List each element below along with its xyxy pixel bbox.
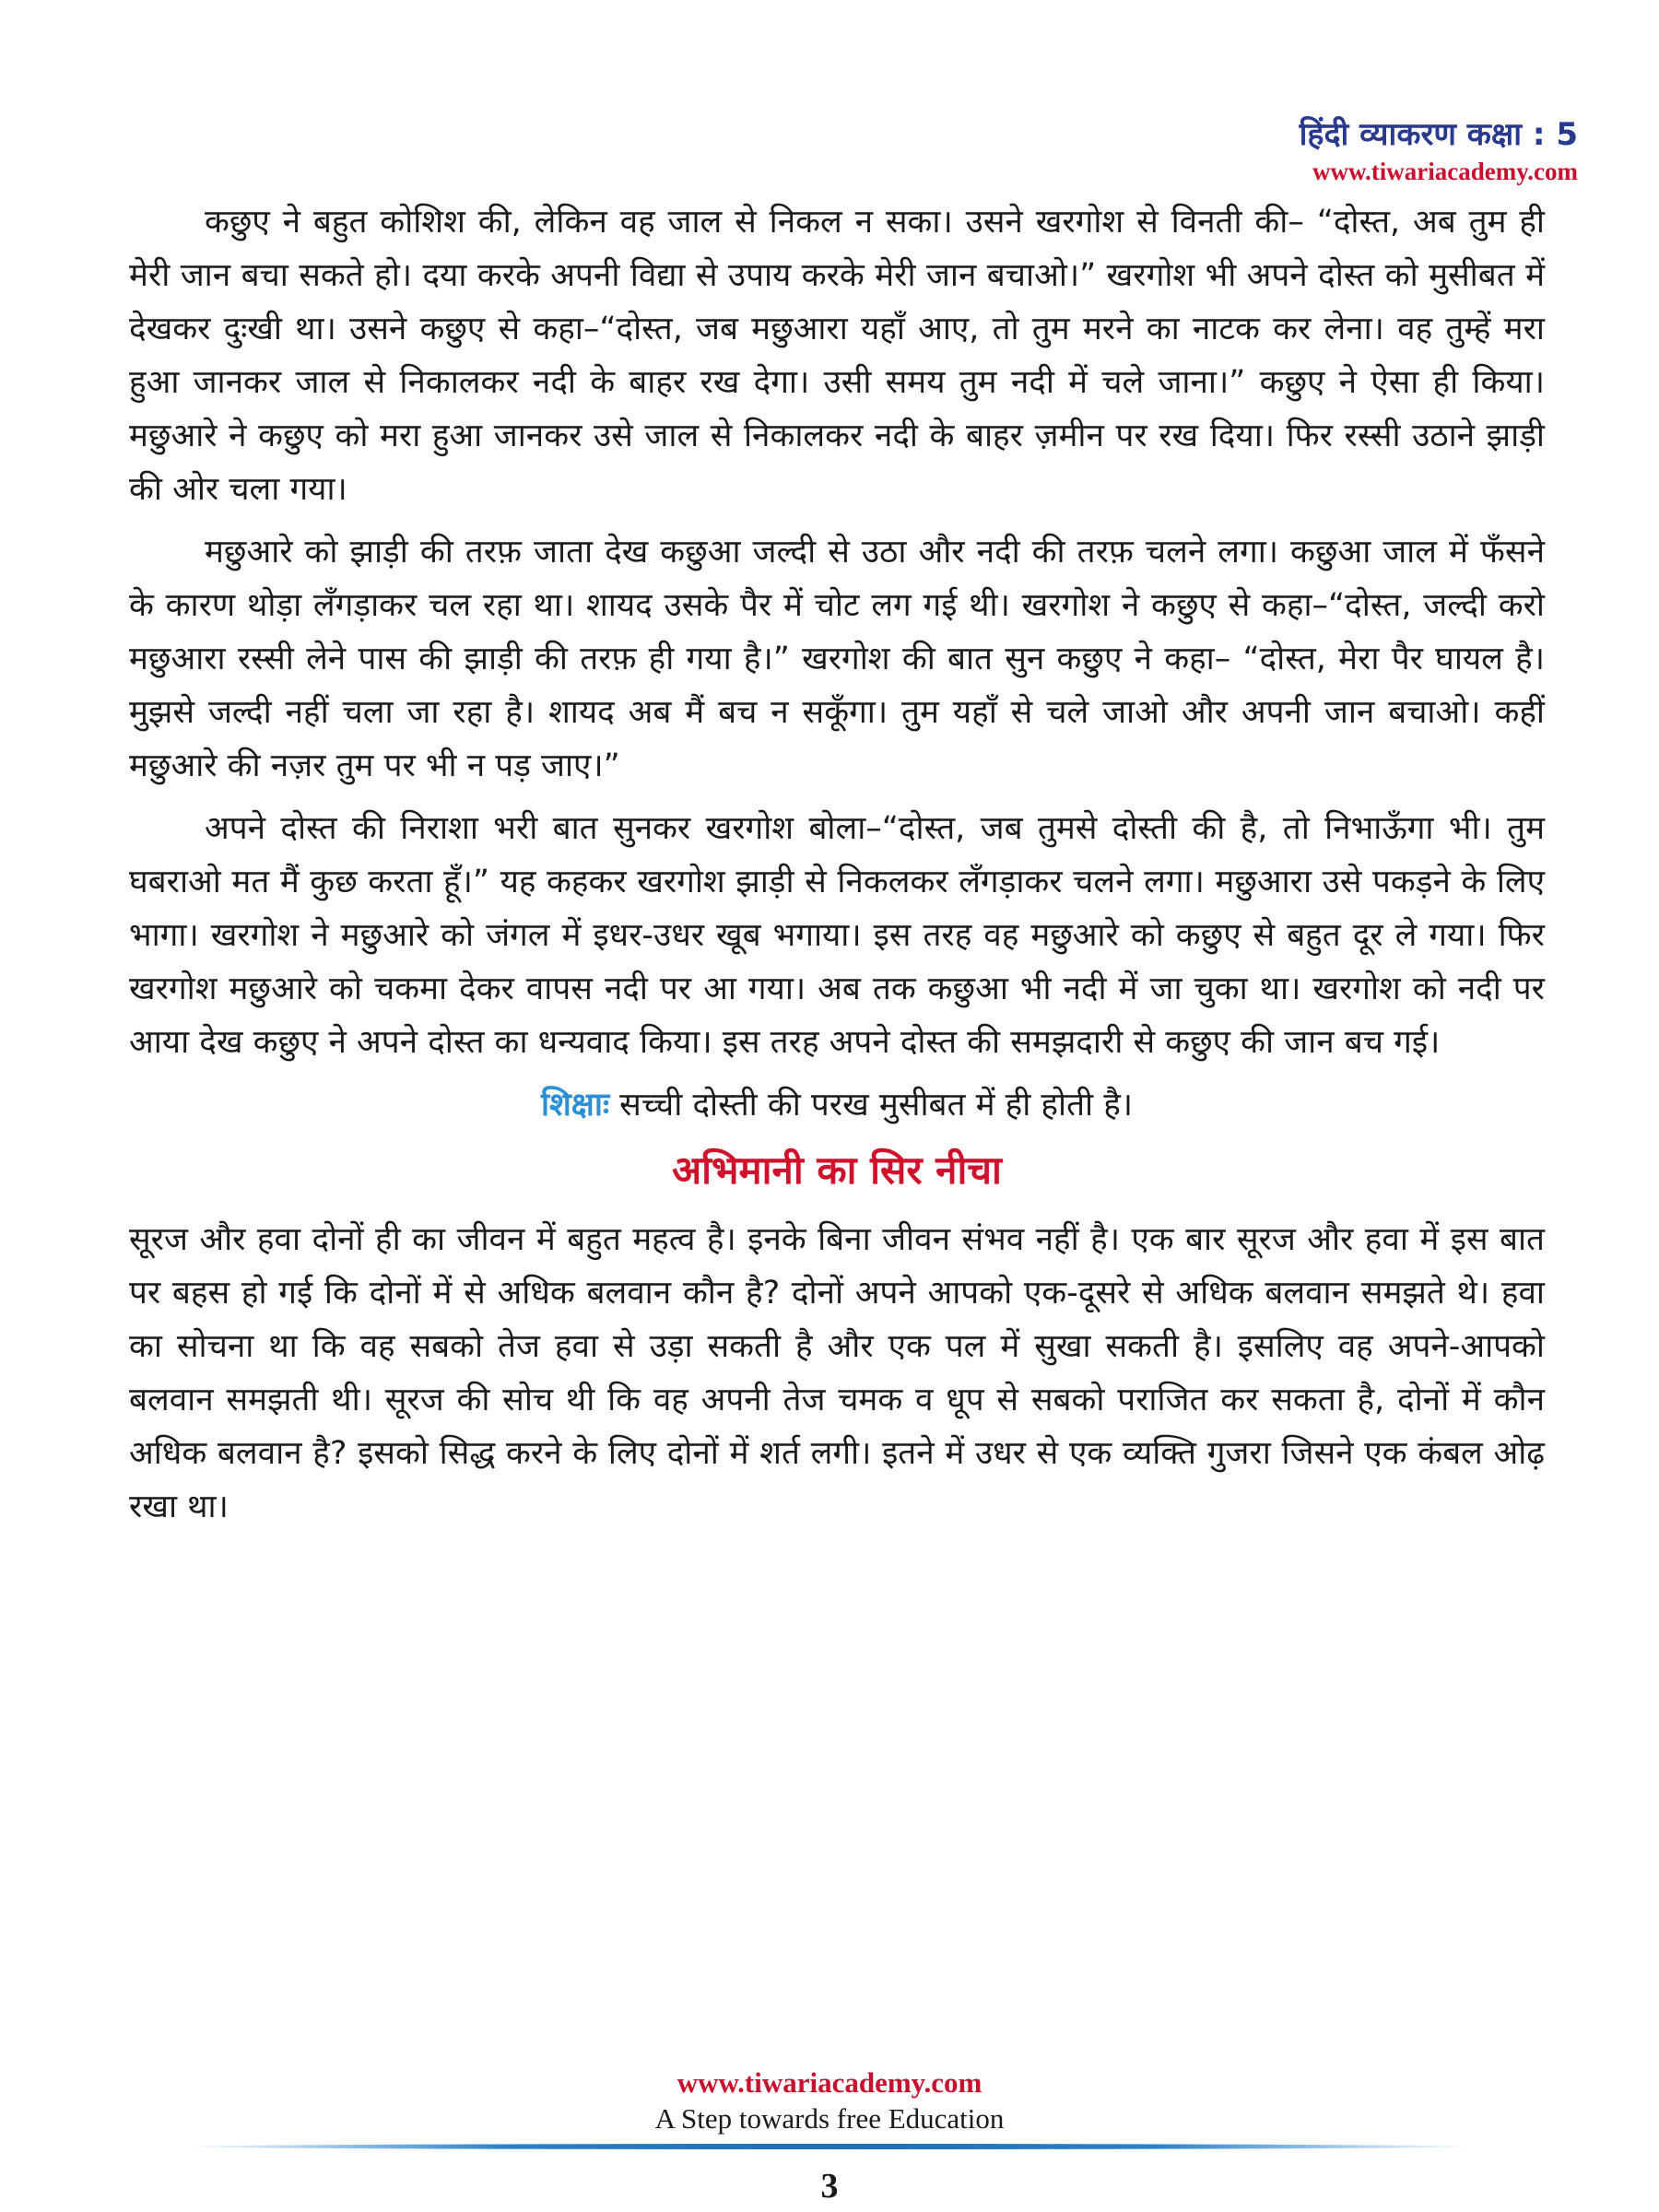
header-url[interactable]: www.tiwariacademy.com — [1312, 158, 1578, 185]
footer-tagline: A Step towards free Education — [654, 2102, 1005, 2135]
moral-text: सच्ची दोस्ती की परख मुसीबत में ही होती है। — [609, 1087, 1134, 1124]
moral-line — [129, 1078, 1545, 1132]
page-footer — [0, 2065, 1659, 2136]
moral-label: शिक्षाः — [540, 1087, 610, 1124]
story2-paragraph: सूरज और हवा दोनों ही का जीवन में बहुत महत्व है। इनके बिना जीवन संभव नहीं है। एक बार सूरज और हवा में इस बात पर बहस हो गई कि दोनों में से अधिक बलवान कौन है? दोनों अपने आपको एक-दूसरे से अधिक बलवान समझते थे। हवा का सोचना था कि वह सबको तेज हवा से उड़ा सकती है और एक पल में सुखा सकती है। इसलिए वह अपने-आपको बलवान समझती थी। सूरज की सोच थी कि वह अपनी तेज चमक व धूप से सबको पराजित कर सकता है, दोनों में कौन अधिक बलवान है? इसको सिद्ध करने के लिए दोनों में शर्त लगी। इतने में उधर से एक व्यक्ति गुजरा जिसने एक कंबल ओढ़ रखा था। — [129, 1221, 1545, 1525]
header-title: हिंदी व्याकरण कक्षा : 5 — [1299, 116, 1578, 153]
story-title: अभिमानी का सिर नीचा — [672, 1147, 1002, 1193]
footer-url[interactable]: www.tiwariacademy.com — [677, 2066, 982, 2099]
story1-paragraph-1: कछुए ने बहुत कोशिश की, लेकिन वह जाल से निकल न सका। उसने खरगोश से विनती की– “दोस्त, अब तुम ही मेरी जान बचा सकते हो। दया करके अपनी विद्या से उपाय करके मेरी जान बचाओ।” खरगोश भी अपने दोस्त को मुसीबत में देखकर दुःखी था। उसने कछुए से कहा–“दोस्त, जब मछुआरा यहाँ आए, तो तुम मरने का नाटक कर लेना। वह तुम्हें मरा हुआ जानकर जाल से निकालकर नदी के बाहर रख देगा। उसी समय तुम नदी में चले जाना।” कछुए ने ऐसा ही किया। मछुआरे ने कछुए को मरा हुआ जानकर उसे जाल से निकालकर नदी के बाहर ज़मीन पर रख दिया। फिर रस्सी उठाने झाड़ी की ओर चला गया। — [129, 204, 1545, 508]
story1-paragraph-2: मछुआरे को झाड़ी की तरफ़ जाता देख कछुआ जल्दी से उठा और नदी की तरफ़ चलने लगा। कछुआ जाल में फँसने के कारण थोड़ा लँगड़ाकर चल रहा था। शायद उसके पैर में चोट लग गई थी। खरगोश ने कछुए से कहा–“दोस्त, जल्दी करो मछुआरा रस्सी लेने पास की झाड़ी की तरफ़ ही गया है।” खरगोश की बात सुन कछुए ने कहा– “दोस्त, मेरा पैर घायल है। मुझसे जल्दी नहीं चला जा रहा है। शायद अब मैं बच न सकूँगा। तुम यहाँ से चले जाओ और अपनी जान बचाओ। कहीं मछुआरे की नज़र तुम पर भी न पड़ जाए।” — [129, 534, 1545, 784]
page-content — [129, 195, 1545, 1543]
story1-paragraph-3: अपने दोस्त की निराशा भरी बात सुनकर खरगोश बोला–“दोस्त, जब तुमसे दोस्ती की है, तो निभाऊँगा भी। तुम घबराओ मत मैं कुछ करता हूँ।” यह कहकर खरगोश झाड़ी से निकलकर लँगड़ाकर चलने लगा। मछुआरा उसे पकड़ने के लिए भागा। खरगोश ने मछुआरे को जंगल में इधर-उधर खूब भगाया। इस तरह वह मछुआरे को कछुए से बहुत दूर ले गया। फिर खरगोश मछुआरे को चकमा देकर वापस नदी पर आ गया। अब तक कछुआ भी नदी में जा चुका था। खरगोश को नदी पर आया देख कछुए ने अपने दोस्त का धन्यवाद किया। इस तरह अपने दोस्त की समझदारी से कछुए की जान बच गई। — [129, 810, 1545, 1061]
footer-divider — [184, 2144, 1475, 2149]
page-header — [1300, 114, 1578, 188]
page-number: 3 — [820, 2167, 839, 2206]
